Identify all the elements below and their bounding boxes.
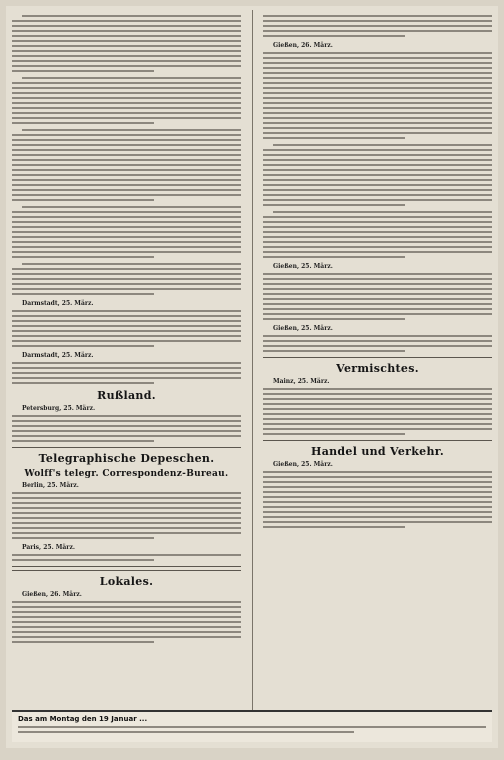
section-subheading-bureau: Wolff's telegr. Correspondenz-Bureau.: [24, 469, 229, 479]
dateline: Darmstadt, 25. März.: [22, 352, 94, 359]
dateline: Darmstadt, 25. März.: [22, 300, 94, 307]
article-paragraph: [12, 15, 241, 72]
advertisement: [12, 710, 492, 742]
article-paragraph: [12, 554, 241, 561]
section-heading-russia: Rußland.: [97, 389, 156, 402]
dateline: Gießen, 26. März.: [273, 42, 333, 49]
section-heading-local: Lokales.: [99, 575, 154, 588]
article-paragraph: [263, 273, 492, 320]
dateline: Mainz, 25. März.: [273, 378, 330, 385]
article-paragraph: [263, 211, 492, 258]
left-column: [12, 12, 241, 648]
article-paragraph: [263, 15, 492, 37]
dateline: Gießen, 25. März.: [273, 325, 333, 332]
market-report: [263, 471, 492, 528]
right-column: [263, 12, 492, 533]
advertisement-text: Das am Montag den 19 Januar ...: [18, 715, 148, 723]
article-paragraph: [12, 492, 241, 539]
article-paragraph: [12, 206, 241, 258]
article-paragraph: [12, 415, 241, 442]
dateline: Gießen, 25. März.: [273, 461, 333, 468]
dateline: Petersburg, 25. März.: [22, 405, 96, 412]
article-paragraph: [12, 310, 241, 347]
section-rule: [12, 566, 241, 571]
advertisement-body-line: [18, 726, 486, 728]
article-paragraph: [12, 601, 241, 643]
section-rule: [263, 357, 492, 358]
dateline: Gießen, 26. März.: [22, 591, 82, 598]
section-heading-trade: Handel und Verkehr.: [311, 445, 444, 458]
section-rule: [263, 440, 492, 441]
article-paragraph: [12, 129, 241, 201]
advertisement-body-line: [18, 731, 354, 733]
dateline: Paris, 25. März.: [22, 544, 75, 551]
dateline: Berlin, 25. März.: [22, 482, 79, 489]
article-paragraph: [263, 388, 492, 435]
article-paragraph: [263, 52, 492, 139]
article-paragraph: [263, 335, 492, 352]
section-rule: [12, 447, 241, 448]
newspaper-page: [6, 6, 498, 748]
article-paragraph: [12, 263, 241, 295]
article-paragraph: [12, 362, 241, 384]
dateline: Gießen, 25. März.: [273, 263, 333, 270]
section-heading-telegrams: Telegraphische Depeschen.: [38, 452, 215, 465]
section-heading-misc: Vermischtes.: [336, 362, 419, 375]
article-paragraph: [263, 144, 492, 206]
column-divider: [252, 10, 253, 742]
article-paragraph: [12, 77, 241, 124]
